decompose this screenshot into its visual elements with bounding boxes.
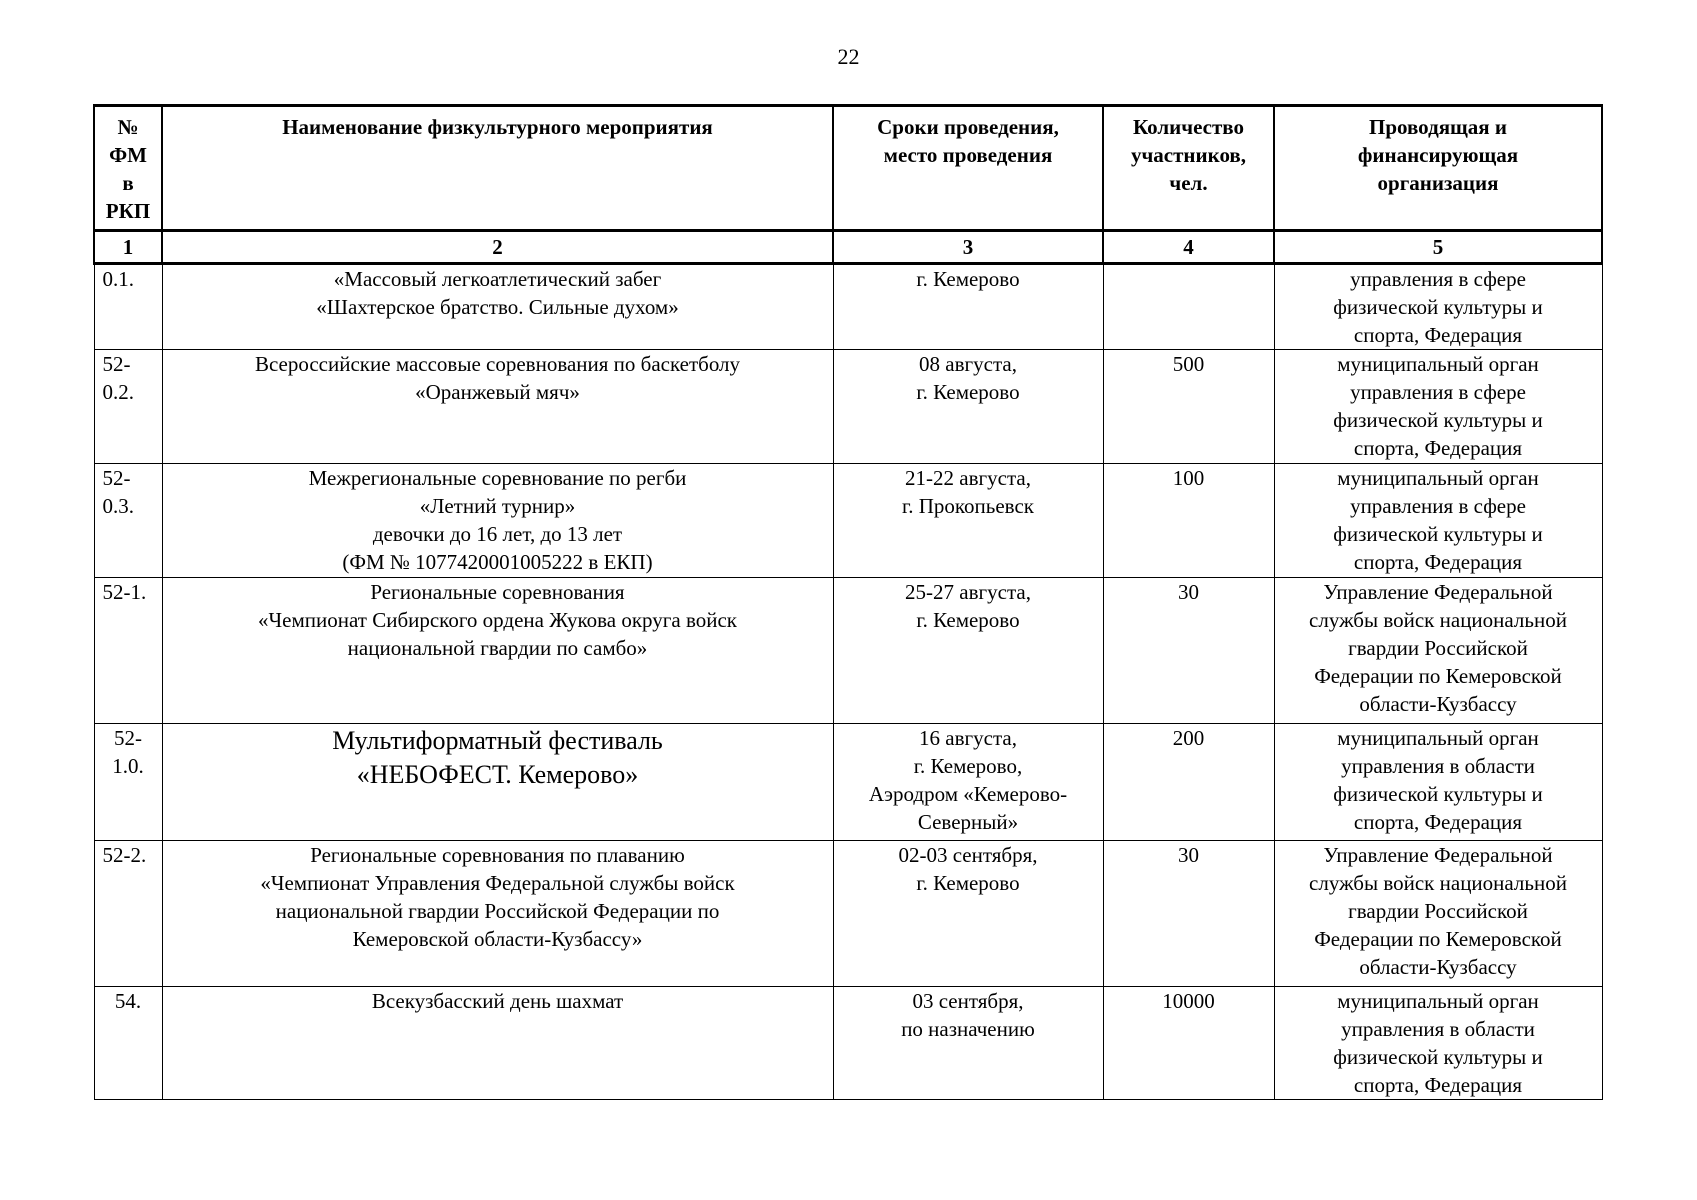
fm-number-cell: 54.	[94, 987, 162, 1100]
date-place-cell: 21-22 августа, г. Прокопьевск	[833, 464, 1103, 578]
organization-cell: муниципальный орган управления в сфере физической культуры и спорта, Федерация	[1274, 464, 1602, 578]
organization-cell: муниципальный орган управления в области физической культуры и спорта, Федерация	[1274, 987, 1602, 1100]
table-row	[94, 350, 1602, 464]
fm-number-cell: 52- 1.0.	[94, 724, 162, 841]
table-row	[94, 464, 1602, 578]
event-name-cell: Всероссийские массовые соревнования по баскетболу «Оранжевый мяч»	[162, 350, 833, 464]
header-fm-number: № ФМ в РКП	[94, 106, 162, 231]
date-place-cell: 16 августа, г. Кемерово, Аэродром «Кемерово- Северный»	[833, 724, 1103, 841]
table-row	[94, 724, 1602, 841]
fm-number-cell: 52-1.	[94, 578, 162, 724]
event-name-cell: Межрегиональные соревнование по регби «Летний турнир» девочки до 16 лет, до 13 лет (ФМ № 1077420001005222 в ЕКП)	[162, 464, 833, 578]
date-place-cell: 08 августа, г. Кемерово	[833, 350, 1103, 464]
table-row	[94, 841, 1602, 987]
date-place-cell: 03 сентября, по назначению	[833, 987, 1103, 1100]
event-name-cell: «Массовый легкоатлетический забег «Шахтерское братство. Сильные духом»	[162, 264, 833, 350]
event-name-cell: Всекузбасский день шахмат	[162, 987, 833, 1100]
event-name-cell: Региональные соревнования по плаванию «Чемпионат Управления Федеральной службы войск национальной гвардии Российской Федерации по Кемеровской области-Кузбассу»	[162, 841, 833, 987]
date-place-cell: 02-03 сентября, г. Кемерово	[833, 841, 1103, 987]
column-number-row	[94, 231, 1602, 264]
date-place-cell: 25-27 августа, г. Кемерово	[833, 578, 1103, 724]
page-number: 22	[837, 44, 860, 69]
column-number: 5	[1274, 231, 1602, 264]
header-organization: Проводящая и финансирующая организация	[1274, 106, 1602, 231]
participants-cell: 30	[1103, 578, 1274, 724]
header-participants: Количество участников, чел.	[1103, 106, 1274, 231]
organization-cell: управления в сфере физической культуры и спорта, Федерация	[1274, 264, 1602, 350]
fm-number-cell: 0.1.	[94, 264, 162, 350]
header-event-name: Наименование физкультурного мероприятия	[162, 106, 833, 231]
organization-cell: Управление Федеральной службы войск национальной гвардии Российской Федерации по Кемеровской области-Кузбассу	[1274, 578, 1602, 724]
event-name-cell: Региональные соревнования «Чемпионат Сибирского ордена Жукова округа войск национальной гвардии по самбо»	[162, 578, 833, 724]
participants-cell: 10000	[1103, 987, 1274, 1100]
table-row	[94, 264, 1602, 350]
table-row	[94, 987, 1602, 1100]
organization-cell: муниципальный орган управления в области физической культуры и спорта, Федерация	[1274, 724, 1602, 841]
column-number: 2	[162, 231, 833, 264]
column-number: 1	[94, 231, 162, 264]
organization-cell: Управление Федеральной службы войск национальной гвардии Российской Федерации по Кемеровской области-Кузбассу	[1274, 841, 1602, 987]
participants-cell: 500	[1103, 350, 1274, 464]
header-date-place: Сроки проведения, место проведения	[833, 106, 1103, 231]
fm-number-cell: 52- 0.3.	[94, 464, 162, 578]
date-place-cell: г. Кемерово	[833, 264, 1103, 350]
column-number: 4	[1103, 231, 1274, 264]
fm-number-cell: 52- 0.2.	[94, 350, 162, 464]
participants-cell: 30	[1103, 841, 1274, 987]
table-header-row	[94, 106, 1602, 231]
participants-cell: 100	[1103, 464, 1274, 578]
table-row	[94, 578, 1602, 724]
events-table	[93, 104, 1603, 1100]
event-name-cell: Мультиформатный фестиваль «НЕБОФЕСТ. Кемерово»	[162, 724, 833, 841]
column-number: 3	[833, 231, 1103, 264]
participants-cell: 200	[1103, 724, 1274, 841]
organization-cell: муниципальный орган управления в сфере физической культуры и спорта, Федерация	[1274, 350, 1602, 464]
participants-cell	[1103, 264, 1274, 350]
fm-number-cell: 52-2.	[94, 841, 162, 987]
